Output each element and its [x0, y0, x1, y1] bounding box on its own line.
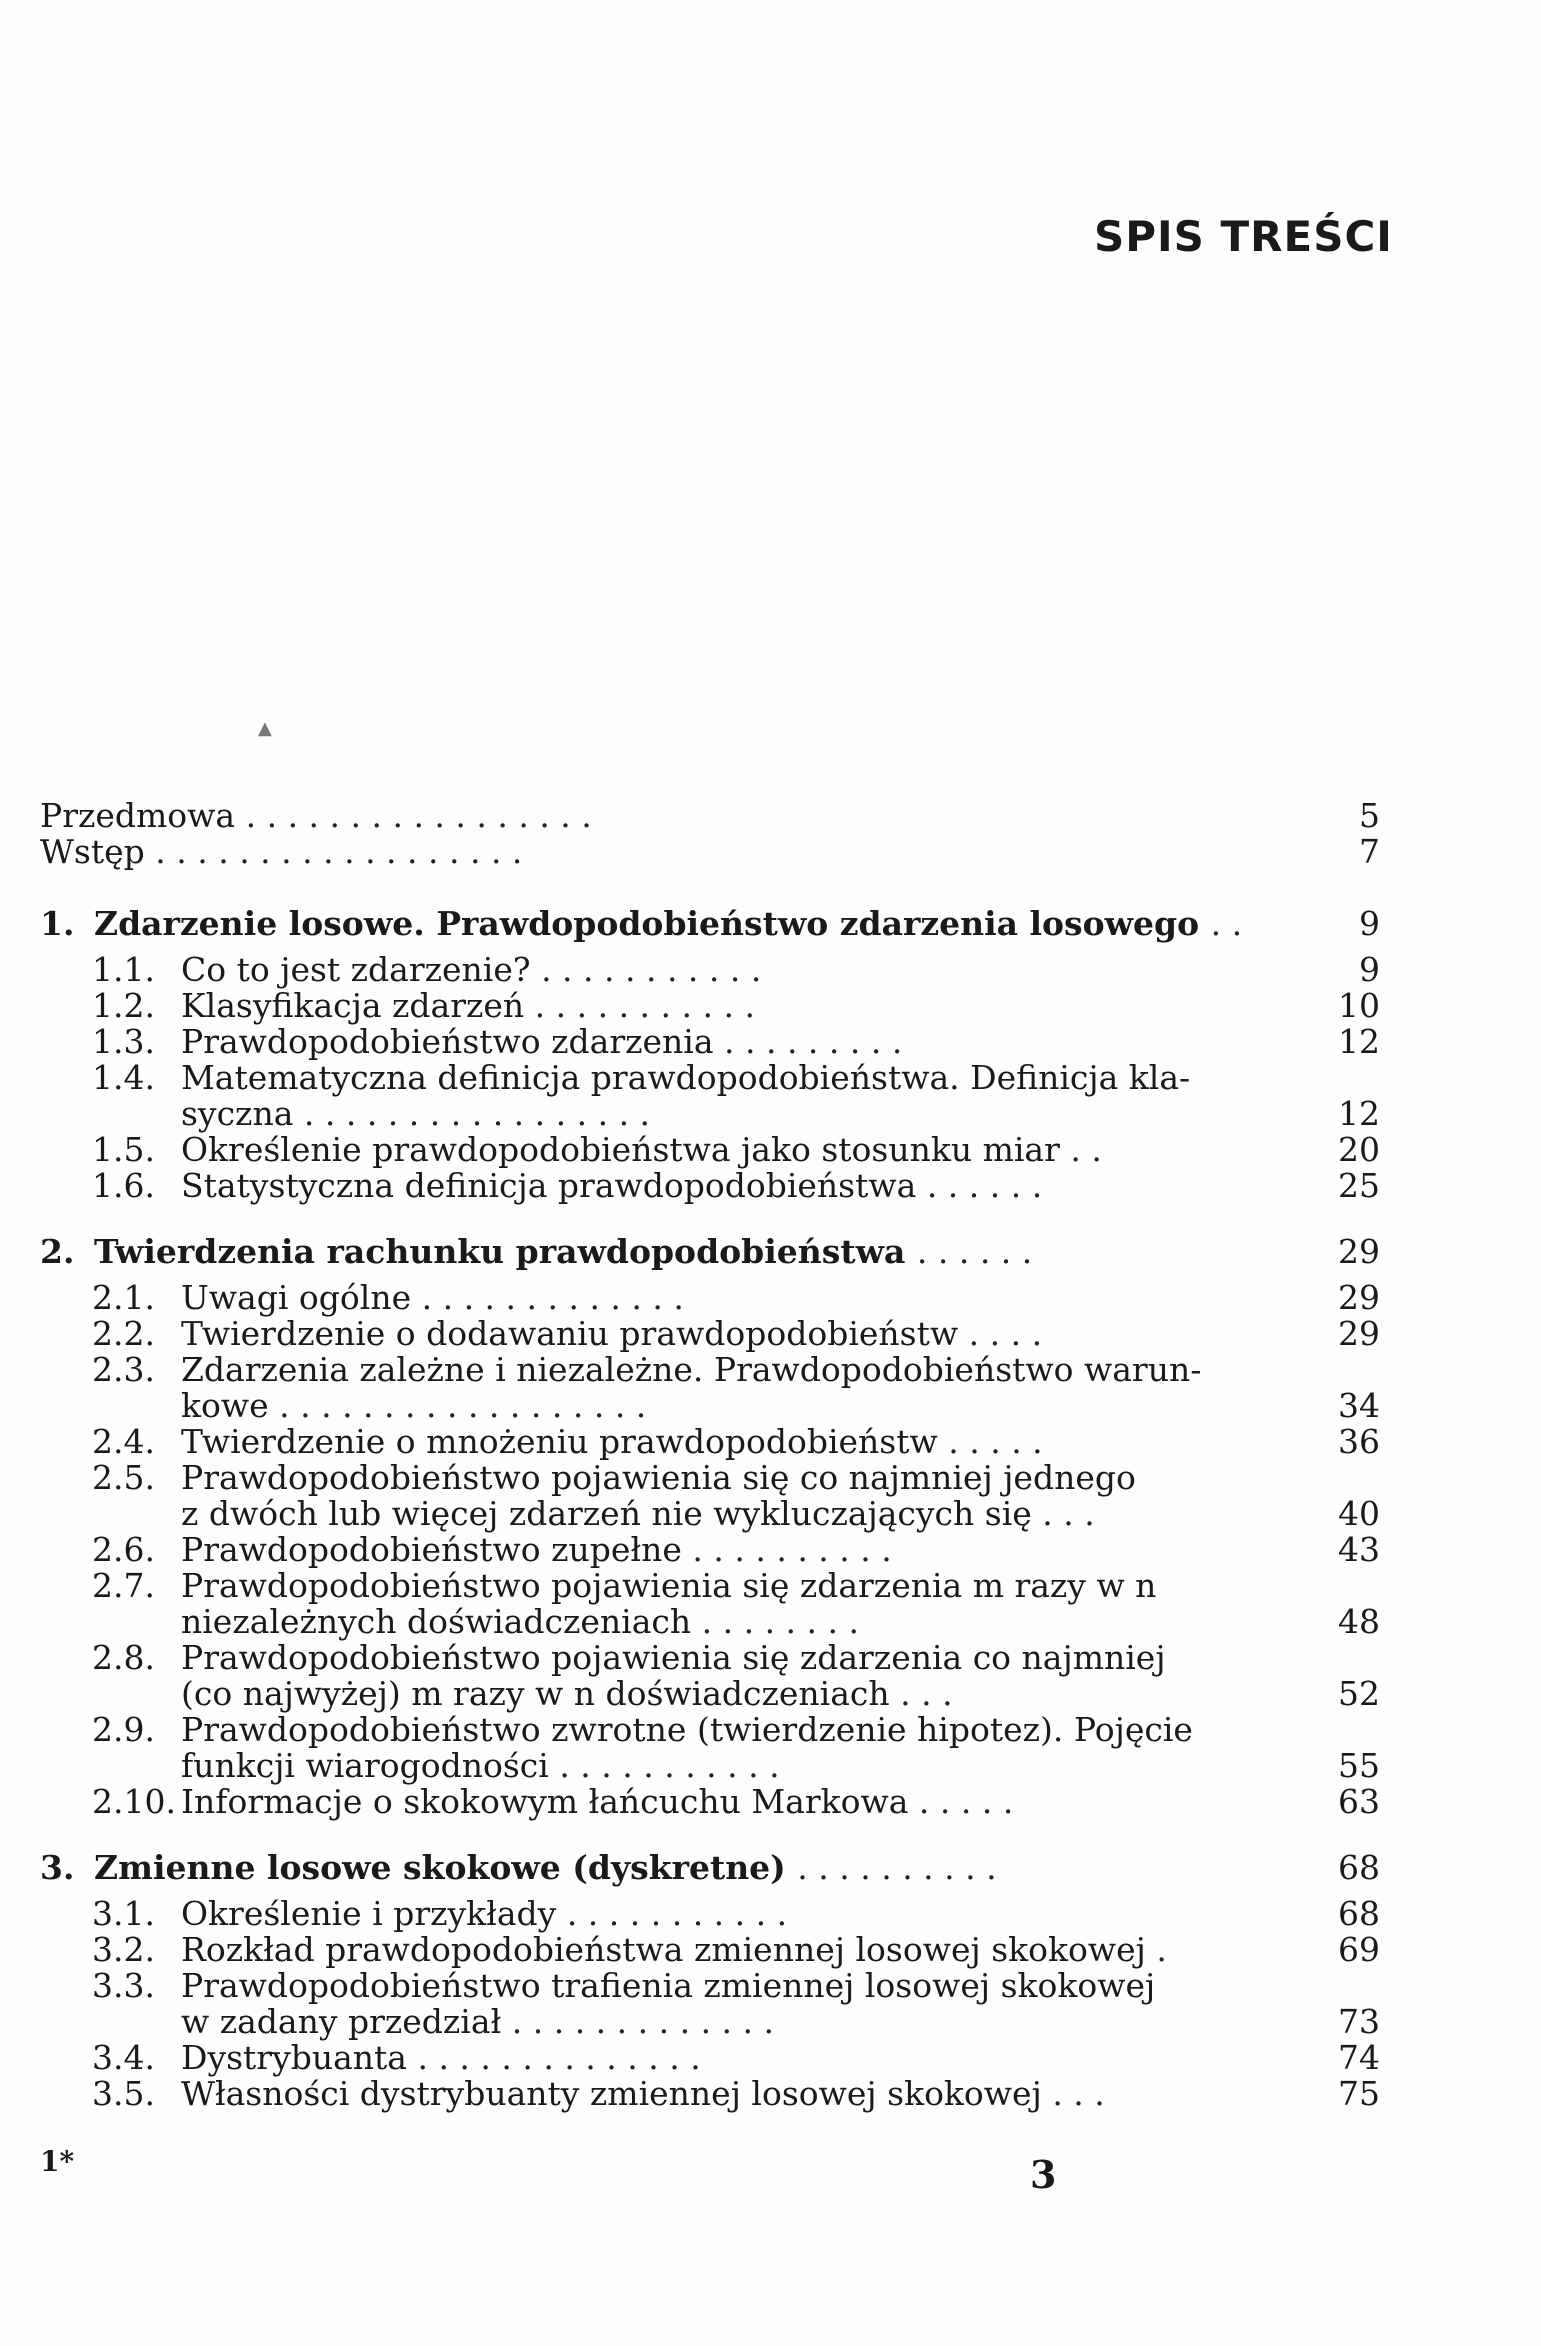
- section-number: 2.1.: [92, 1278, 155, 1317]
- entry-page: 43: [1338, 1530, 1380, 1569]
- section-title-continuation: kowe . . . . . . . . . . . . . . . . . .: [181, 1386, 647, 1425]
- toc-section-continuation: [40, 1096, 1380, 1132]
- toc-section-2-7: [40, 1568, 1380, 1604]
- entry-page: 9: [1359, 950, 1380, 989]
- section-number: 2.2.: [92, 1314, 155, 1353]
- section-title: Klasyfikacja zdarzeń . . . . . . . . . . .: [181, 986, 755, 1025]
- entry-label: Przedmowa . . . . . . . . . . . . . . . . .: [40, 796, 592, 835]
- toc-section-1-3: [40, 1024, 1380, 1060]
- toc-section-continuation: [40, 1388, 1380, 1424]
- chapter-title: Zmienne losowe skokowe (dyskretne) . . . . . . . . . .: [94, 1848, 997, 1887]
- section-number: 1.1.: [92, 950, 155, 989]
- toc-section-3-1: [40, 1896, 1380, 1932]
- entry-page: 75: [1338, 2074, 1380, 2113]
- section-number: 3.1.: [92, 1894, 155, 1933]
- section-number: 3.5.: [92, 2074, 155, 2113]
- section-title: Zdarzenia zależne i niezależne. Prawdopodobieństwo warun-: [181, 1350, 1202, 1389]
- entry-page: 20: [1338, 1130, 1380, 1169]
- section-number: 2.8.: [92, 1638, 155, 1677]
- section-title-continuation: syczna . . . . . . . . . . . . . . . . .: [181, 1094, 651, 1133]
- chapter-number: 2.: [40, 1232, 75, 1271]
- toc-section-3-4: [40, 2040, 1380, 2076]
- entry-page: 12: [1338, 1094, 1380, 1133]
- section-title-continuation: z dwóch lub więcej zdarzeń nie wykluczających się . . .: [181, 1494, 1095, 1533]
- section-title: Prawdopodobieństwo pojawienia się zdarzenia m razy w n: [181, 1566, 1157, 1605]
- section-title: Uwagi ogólne . . . . . . . . . . . . .: [181, 1278, 684, 1317]
- section-title-continuation: niezależnych doświadczeniach . . . . . . . .: [181, 1602, 859, 1641]
- section-title: Informacje o skokowym łańcuchu Markowa . . . . .: [181, 1782, 1014, 1821]
- section-title: Matematyczna definicja prawdopodobieństwa. Definicja kla-: [181, 1058, 1191, 1097]
- toc-entry-introduction: [40, 834, 1380, 870]
- toc-section-2-8: [40, 1640, 1380, 1676]
- section-title: Prawdopodobieństwo zwrotne (twierdzenie hipotez). Pojęcie: [181, 1710, 1193, 1749]
- entry-label: Wstęp . . . . . . . . . . . . . . . . . .: [40, 832, 523, 871]
- section-title: Dystrybuanta . . . . . . . . . . . . . .: [181, 2038, 701, 2077]
- chapter-title: Twierdzenia rachunku prawdopodobieństwa . . . . . .: [94, 1232, 1033, 1271]
- section-title: Prawdopodobieństwo pojawienia się zdarzenia co najmniej: [181, 1638, 1166, 1677]
- toc-section-2-4: [40, 1424, 1380, 1460]
- entry-page: 7: [1359, 832, 1380, 871]
- section-title: Statystyczna definicja prawdopodobieństwa . . . . . .: [181, 1166, 1043, 1205]
- toc-section-1-1: [40, 952, 1380, 988]
- section-number: 2.9.: [92, 1710, 155, 1749]
- entry-page: 63: [1338, 1782, 1380, 1821]
- entry-page: 73: [1338, 2002, 1380, 2041]
- toc-section-continuation: [40, 1748, 1380, 1784]
- toc-section-1-2: [40, 988, 1380, 1024]
- chapter-number: 3.: [40, 1848, 75, 1887]
- entry-page: 9: [1359, 904, 1380, 943]
- entry-page: 74: [1338, 2038, 1380, 2077]
- section-number: 2.4.: [92, 1422, 155, 1461]
- section-number: 1.2.: [92, 986, 155, 1025]
- toc-section-continuation: [40, 1604, 1380, 1640]
- section-title-continuation: (co najwyżej) m razy w n doświadczeniach . . .: [181, 1674, 953, 1713]
- toc-section-3-5: [40, 2076, 1380, 2112]
- toc-chapter-2: [40, 1234, 1380, 1270]
- section-title: Własności dystrybuanty zmiennej losowej skokowej . . .: [181, 2074, 1105, 2113]
- toc-section-3-3: [40, 1968, 1380, 2004]
- toc-section-continuation: [40, 2004, 1380, 2040]
- entry-page: 68: [1338, 1848, 1380, 1887]
- section-title-continuation: funkcji wiarogodności . . . . . . . . . . .: [181, 1746, 780, 1785]
- entry-page: 69: [1338, 1930, 1380, 1969]
- print-speck: ▲: [258, 718, 272, 739]
- section-number: 2.10.: [92, 1782, 176, 1821]
- signature-mark: 1*: [40, 2145, 75, 2178]
- section-title: Prawdopodobieństwo zdarzenia . . . . . . . . .: [181, 1022, 903, 1061]
- section-number: 2.5.: [92, 1458, 155, 1497]
- section-title: Rozkład prawdopodobieństwa zmiennej losowej skokowej .: [181, 1930, 1167, 1969]
- toc-section-2-1: [40, 1280, 1380, 1316]
- section-number: 2.7.: [92, 1566, 155, 1605]
- section-title: Twierdzenie o mnożeniu prawdopodobieństw . . . . .: [181, 1422, 1043, 1461]
- section-number: 1.4.: [92, 1058, 155, 1097]
- chapter-title: Zdarzenie losowe. Prawdopodobieństwo zdarzenia losowego . .: [94, 904, 1243, 943]
- section-number: 2.3.: [92, 1350, 155, 1389]
- toc-entry-preface: [40, 798, 1380, 834]
- toc-chapter-1: [40, 906, 1380, 942]
- entry-page: 29: [1338, 1232, 1380, 1271]
- section-title: Określenie i przykłady . . . . . . . . . . .: [181, 1894, 788, 1933]
- toc-section-2-3: [40, 1352, 1380, 1388]
- chapter-number: 1.: [40, 904, 75, 943]
- section-number: 3.4.: [92, 2038, 155, 2077]
- table-of-contents: [40, 798, 1380, 2112]
- toc-section-2-6: [40, 1532, 1380, 1568]
- section-title: Prawdopodobieństwo pojawienia się co najmniej jednego: [181, 1458, 1136, 1497]
- toc-heading: SPIS TREŚCI: [1094, 212, 1393, 261]
- toc-section-1-4: [40, 1060, 1380, 1096]
- entry-page: 55: [1338, 1746, 1380, 1785]
- toc-section-continuation: [40, 1676, 1380, 1712]
- entry-page: 29: [1338, 1278, 1380, 1317]
- entry-page: 29: [1338, 1314, 1380, 1353]
- entry-page: 25: [1338, 1166, 1380, 1205]
- section-title-continuation: w zadany przedział . . . . . . . . . . . . .: [181, 2002, 774, 2041]
- entry-page: 34: [1338, 1386, 1380, 1425]
- entry-page: 48: [1338, 1602, 1380, 1641]
- toc-section-1-6: [40, 1168, 1380, 1204]
- toc-chapter-3: [40, 1850, 1380, 1886]
- toc-section-1-5: [40, 1132, 1380, 1168]
- entry-page: 10: [1338, 986, 1380, 1025]
- entry-page: 52: [1338, 1674, 1380, 1713]
- toc-section-continuation: [40, 1496, 1380, 1532]
- toc-section-2-9: [40, 1712, 1380, 1748]
- section-title: Co to jest zdarzenie? . . . . . . . . . . .: [181, 950, 762, 989]
- toc-section-2-10: [40, 1784, 1380, 1820]
- entry-page: 40: [1338, 1494, 1380, 1533]
- entry-page: 5: [1359, 796, 1380, 835]
- toc-section-3-2: [40, 1932, 1380, 1968]
- section-title: Określenie prawdopodobieństwa jako stosunku miar . .: [181, 1130, 1102, 1169]
- page-number: 3: [1030, 2152, 1057, 2197]
- entry-page: 12: [1338, 1022, 1380, 1061]
- section-number: 3.3.: [92, 1966, 155, 2005]
- toc-section-2-5: [40, 1460, 1380, 1496]
- section-title: Prawdopodobieństwo trafienia zmiennej losowej skokowej: [181, 1966, 1156, 2005]
- section-number: 1.6.: [92, 1166, 155, 1205]
- section-title: Twierdzenie o dodawaniu prawdopodobieństw . . . .: [181, 1314, 1043, 1353]
- entry-page: 36: [1338, 1422, 1380, 1461]
- section-number: 2.6.: [92, 1530, 155, 1569]
- entry-page: 68: [1338, 1894, 1380, 1933]
- section-title: Prawdopodobieństwo zupełne . . . . . . . . . .: [181, 1530, 892, 1569]
- section-number: 1.3.: [92, 1022, 155, 1061]
- section-number: 1.5.: [92, 1130, 155, 1169]
- toc-section-2-2: [40, 1316, 1380, 1352]
- section-number: 3.2.: [92, 1930, 155, 1969]
